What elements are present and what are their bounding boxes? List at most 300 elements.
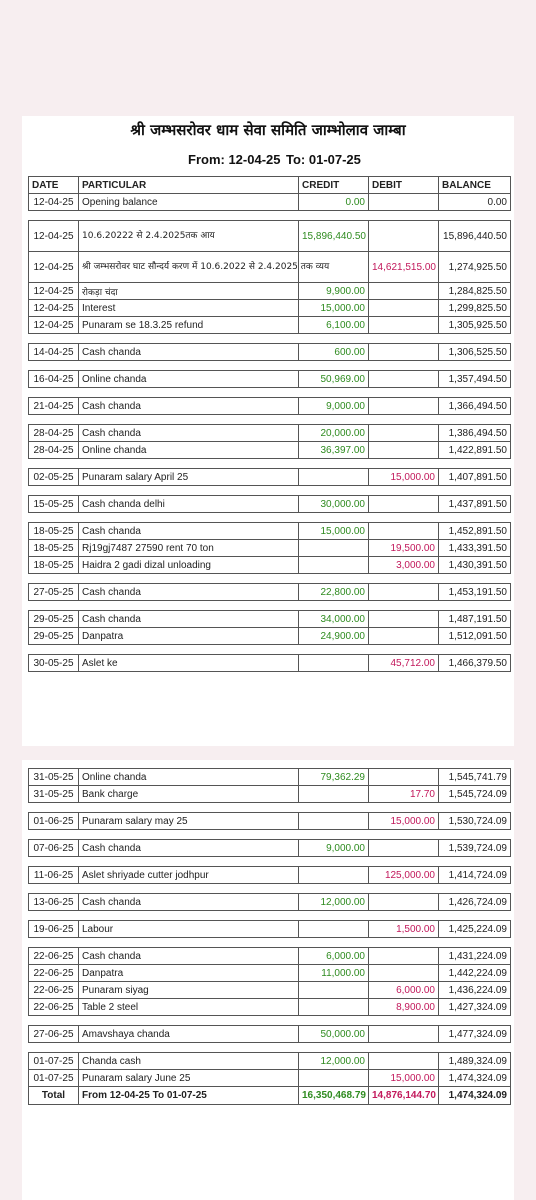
particular-cell: Danpatra — [79, 628, 299, 645]
date-cell: 28-04-25 — [29, 442, 79, 459]
credit-cell: 9,000.00 — [299, 398, 369, 415]
spacer-cell — [299, 830, 369, 840]
balance-cell: 1,305,925.50 — [439, 317, 511, 334]
balance-cell: 1,425,224.09 — [439, 921, 511, 938]
spacer-cell — [439, 388, 511, 398]
credit-cell — [299, 540, 369, 557]
credit-cell: 600.00 — [299, 344, 369, 361]
date-cell: 18-05-25 — [29, 523, 79, 540]
date-cell: 13-06-25 — [29, 894, 79, 911]
row-spacer — [29, 459, 511, 469]
debit-cell: 1,500.00 — [369, 921, 439, 938]
particular-cell: Aslet shriyade cutter jodhpur — [79, 867, 299, 884]
row-spacer — [29, 1016, 511, 1026]
spacer-cell — [79, 211, 299, 221]
debit-cell: 45,712.00 — [369, 655, 439, 672]
spacer-cell — [79, 645, 299, 655]
balance-cell: 1,530,724.09 — [439, 813, 511, 830]
spacer-cell — [29, 361, 79, 371]
spacer-cell — [79, 884, 299, 894]
period-to: To: 01-07-25 — [286, 152, 361, 167]
debit-cell: 19,500.00 — [369, 540, 439, 557]
spacer-cell — [299, 884, 369, 894]
table-row — [29, 1026, 511, 1043]
balance-cell: 1,466,379.50 — [439, 655, 511, 672]
spacer-cell — [79, 857, 299, 867]
table-row — [29, 611, 511, 628]
credit-cell — [299, 786, 369, 803]
date-cell: 12-04-25 — [29, 317, 79, 334]
debit-cell — [369, 425, 439, 442]
particular-cell: Labour — [79, 921, 299, 938]
credit-cell: 15,000.00 — [299, 300, 369, 317]
table-row — [29, 786, 511, 803]
spacer-cell — [439, 830, 511, 840]
date-cell: 31-05-25 — [29, 786, 79, 803]
debit-cell — [369, 442, 439, 459]
spacer-cell — [369, 911, 439, 921]
spacer-cell — [299, 211, 369, 221]
row-spacer — [29, 415, 511, 425]
spacer-cell — [79, 361, 299, 371]
debit-cell — [369, 894, 439, 911]
spacer-cell — [369, 857, 439, 867]
particular-cell: Cash chanda — [79, 840, 299, 857]
credit-cell — [299, 982, 369, 999]
particular-cell: Cash chanda — [79, 523, 299, 540]
credit-cell: 20,000.00 — [299, 425, 369, 442]
balance-cell: 0.00 — [439, 194, 511, 211]
table-row — [29, 628, 511, 645]
table-row — [29, 769, 511, 786]
credit-cell — [299, 867, 369, 884]
particular-cell: Rj19gj7487 27590 rent 70 ton — [79, 540, 299, 557]
spacer-cell — [439, 361, 511, 371]
credit-cell — [299, 921, 369, 938]
debit-cell — [369, 317, 439, 334]
spacer-cell — [439, 803, 511, 813]
balance-cell: 1,306,525.50 — [439, 344, 511, 361]
date-cell: 12-04-25 — [29, 283, 79, 300]
spacer-cell — [79, 388, 299, 398]
debit-cell: 14,621,515.00 — [369, 252, 439, 283]
debit-cell — [369, 300, 439, 317]
spacer-cell — [439, 938, 511, 948]
row-spacer — [29, 857, 511, 867]
debit-cell: 125,000.00 — [369, 867, 439, 884]
spacer-cell — [299, 911, 369, 921]
particular-cell: Cash chanda — [79, 425, 299, 442]
credit-cell: 79,362.29 — [299, 769, 369, 786]
balance-cell: 1,512,091.50 — [439, 628, 511, 645]
balance-cell: 1,427,324.09 — [439, 999, 511, 1016]
date-cell: 29-05-25 — [29, 611, 79, 628]
spacer-cell — [29, 415, 79, 425]
spacer-cell — [79, 334, 299, 344]
spacer-cell — [29, 513, 79, 523]
spacer-cell — [369, 415, 439, 425]
credit-cell: 34,000.00 — [299, 611, 369, 628]
debit-cell: 3,000.00 — [369, 557, 439, 574]
table-row — [29, 344, 511, 361]
spacer-cell — [369, 361, 439, 371]
spacer-cell — [79, 513, 299, 523]
row-spacer — [29, 334, 511, 344]
spacer-cell — [369, 1043, 439, 1053]
debit-cell: 6,000.00 — [369, 982, 439, 999]
spacer-cell — [29, 857, 79, 867]
balance-cell: 1,386,494.50 — [439, 425, 511, 442]
table-row — [29, 948, 511, 965]
total-balance: 1,474,324.09 — [439, 1087, 511, 1105]
spacer-cell — [79, 601, 299, 611]
spacer-cell — [369, 211, 439, 221]
spacer-cell — [79, 830, 299, 840]
total-debit: 14,876,144.70 — [369, 1087, 439, 1105]
ledger-table-page-2 — [28, 768, 511, 1105]
spacer-cell — [79, 1043, 299, 1053]
ledger-body-page-2 — [29, 769, 511, 1087]
debit-cell: 8,900.00 — [369, 999, 439, 1016]
date-cell: 18-05-25 — [29, 557, 79, 574]
spacer-cell — [369, 645, 439, 655]
spacer-cell — [29, 645, 79, 655]
balance-cell: 1,422,891.50 — [439, 442, 511, 459]
spacer-cell — [29, 830, 79, 840]
table-row — [29, 867, 511, 884]
spacer-cell — [369, 388, 439, 398]
table-row — [29, 999, 511, 1016]
date-cell: 18-05-25 — [29, 540, 79, 557]
table-row — [29, 655, 511, 672]
credit-cell: 15,896,440.50 — [299, 221, 369, 252]
balance-cell: 1,274,925.50 — [439, 252, 511, 283]
table-row — [29, 840, 511, 857]
particular-cell: Online chanda — [79, 442, 299, 459]
spacer-cell — [369, 1016, 439, 1026]
total-credit: 16,350,468.79 — [299, 1087, 369, 1105]
date-cell: 21-04-25 — [29, 398, 79, 415]
table-row — [29, 469, 511, 486]
balance-cell: 1,539,724.09 — [439, 840, 511, 857]
table-row — [29, 894, 511, 911]
debit-cell — [369, 398, 439, 415]
organization-title: श्री जम्भसरोवर धाम सेवा समिति जाम्भोलाव जाम्बा — [130, 121, 406, 139]
date-cell: 29-05-25 — [29, 628, 79, 645]
ledger-page-1 — [22, 116, 514, 746]
balance-cell: 1,366,494.50 — [439, 398, 511, 415]
spacer-cell — [299, 574, 369, 584]
particular-cell: 10.6.20222 से 2.4.2025तक आय — [79, 221, 299, 252]
ledger-page-2 — [22, 760, 514, 1200]
spacer-cell — [439, 459, 511, 469]
particular-cell: Punaram salary may 25 — [79, 813, 299, 830]
spacer-cell — [299, 857, 369, 867]
spacer-cell — [299, 459, 369, 469]
spacer-cell — [369, 830, 439, 840]
spacer-cell — [299, 1043, 369, 1053]
spacer-cell — [299, 601, 369, 611]
spacer-cell — [79, 1016, 299, 1026]
debit-cell — [369, 584, 439, 601]
spacer-cell — [369, 601, 439, 611]
column-header-particular: PARTICULAR — [79, 177, 299, 194]
credit-cell: 9,000.00 — [299, 840, 369, 857]
spacer-cell — [369, 486, 439, 496]
date-cell: 12-04-25 — [29, 252, 79, 283]
total-row — [29, 1087, 511, 1105]
spacer-cell — [439, 574, 511, 584]
particular-cell: Online chanda — [79, 371, 299, 388]
spacer-cell — [29, 1043, 79, 1053]
debit-cell — [369, 611, 439, 628]
spacer-cell — [29, 574, 79, 584]
debit-cell — [369, 344, 439, 361]
spacer-cell — [299, 938, 369, 948]
credit-cell: 22,800.00 — [299, 584, 369, 601]
row-spacer — [29, 830, 511, 840]
table-row — [29, 425, 511, 442]
debit-cell — [369, 769, 439, 786]
row-spacer — [29, 911, 511, 921]
debit-cell — [369, 628, 439, 645]
debit-cell — [369, 1026, 439, 1043]
debit-cell: 17.70 — [369, 786, 439, 803]
spacer-cell — [369, 938, 439, 948]
column-header-credit: CREDIT — [299, 177, 369, 194]
credit-cell: 12,000.00 — [299, 894, 369, 911]
row-spacer — [29, 361, 511, 371]
date-cell: 22-06-25 — [29, 999, 79, 1016]
spacer-cell — [369, 803, 439, 813]
particular-cell: Punaram siyag — [79, 982, 299, 999]
credit-cell: 15,000.00 — [299, 523, 369, 540]
date-cell: 01-07-25 — [29, 1070, 79, 1087]
credit-cell — [299, 1070, 369, 1087]
credit-cell: 6,000.00 — [299, 948, 369, 965]
balance-cell: 1,452,891.50 — [439, 523, 511, 540]
row-spacer — [29, 884, 511, 894]
column-header-date: DATE — [29, 177, 79, 194]
spacer-cell — [369, 334, 439, 344]
spacer-cell — [299, 415, 369, 425]
spacer-cell — [299, 388, 369, 398]
particular-cell: Cash chanda — [79, 894, 299, 911]
spacer-cell — [79, 459, 299, 469]
table-row — [29, 283, 511, 300]
particular-cell: Chanda cash — [79, 1053, 299, 1070]
balance-cell: 1,545,741.79 — [439, 769, 511, 786]
table-row — [29, 1070, 511, 1087]
spacer-cell — [439, 645, 511, 655]
credit-cell — [299, 999, 369, 1016]
credit-cell: 0.00 — [299, 194, 369, 211]
spacer-cell — [79, 415, 299, 425]
debit-cell — [369, 523, 439, 540]
table-row — [29, 557, 511, 574]
credit-cell: 50,969.00 — [299, 371, 369, 388]
spacer-cell — [29, 486, 79, 496]
debit-cell — [369, 371, 439, 388]
spacer-cell — [299, 334, 369, 344]
credit-cell: 9,900.00 — [299, 283, 369, 300]
table-row — [29, 921, 511, 938]
date-cell: 07-06-25 — [29, 840, 79, 857]
spacer-cell — [439, 857, 511, 867]
total-label: Total — [29, 1087, 79, 1105]
spacer-cell — [439, 601, 511, 611]
credit-cell: 30,000.00 — [299, 496, 369, 513]
date-cell: 01-07-25 — [29, 1053, 79, 1070]
table-header-row — [29, 177, 511, 194]
spacer-cell — [79, 938, 299, 948]
debit-cell — [369, 221, 439, 252]
row-spacer — [29, 574, 511, 584]
table-row — [29, 540, 511, 557]
particular-cell: Punaram salary April 25 — [79, 469, 299, 486]
debit-cell — [369, 496, 439, 513]
spacer-cell — [439, 1043, 511, 1053]
balance-cell: 1,357,494.50 — [439, 371, 511, 388]
spacer-cell — [439, 415, 511, 425]
date-cell: 27-05-25 — [29, 584, 79, 601]
table-row — [29, 1053, 511, 1070]
debit-cell: 15,000.00 — [369, 813, 439, 830]
table-row — [29, 398, 511, 415]
spacer-cell — [369, 513, 439, 523]
date-cell: 12-04-25 — [29, 221, 79, 252]
particular-cell: Punaram salary June 25 — [79, 1070, 299, 1087]
debit-cell: 15,000.00 — [369, 469, 439, 486]
spacer-cell — [79, 574, 299, 584]
spacer-cell — [29, 911, 79, 921]
row-spacer — [29, 486, 511, 496]
table-row — [29, 300, 511, 317]
table-row — [29, 982, 511, 999]
particular-cell: Punaram se 18.3.25 refund — [79, 317, 299, 334]
ledger-table-page-1 — [28, 176, 511, 672]
particular-cell: Cash chanda — [79, 584, 299, 601]
ledger-body-page-1 — [29, 194, 511, 672]
spacer-cell — [369, 884, 439, 894]
date-cell: 31-05-25 — [29, 769, 79, 786]
total-period: From 12-04-25 To 01-07-25 — [79, 1087, 299, 1105]
spacer-cell — [79, 911, 299, 921]
particular-cell: श्री जम्भसरोवर घाट सौन्दर्य करण में 10.6.2022 से 2.4.2025 तक व्यय — [79, 252, 299, 283]
debit-cell — [369, 948, 439, 965]
particular-cell: Bank charge — [79, 786, 299, 803]
credit-cell: 11,000.00 — [299, 965, 369, 982]
credit-cell — [299, 557, 369, 574]
debit-cell — [369, 840, 439, 857]
balance-cell: 1,284,825.50 — [439, 283, 511, 300]
particular-cell: Cash chanda — [79, 344, 299, 361]
particular-cell: Danpatra — [79, 965, 299, 982]
table-row — [29, 252, 511, 283]
spacer-cell — [439, 911, 511, 921]
period-from: From: 12-04-25 — [188, 152, 281, 167]
spacer-cell — [79, 486, 299, 496]
balance-cell: 1,407,891.50 — [439, 469, 511, 486]
credit-cell: 24,900.00 — [299, 628, 369, 645]
date-cell: 11-06-25 — [29, 867, 79, 884]
spacer-cell — [369, 459, 439, 469]
balance-cell: 1,431,224.09 — [439, 948, 511, 965]
spacer-cell — [29, 1016, 79, 1026]
row-spacer — [29, 211, 511, 221]
credit-cell: 12,000.00 — [299, 1053, 369, 1070]
balance-cell: 1,426,724.09 — [439, 894, 511, 911]
debit-cell — [369, 283, 439, 300]
spacer-cell — [29, 334, 79, 344]
date-cell: 30-05-25 — [29, 655, 79, 672]
date-cell: 01-06-25 — [29, 813, 79, 830]
balance-cell: 1,487,191.50 — [439, 611, 511, 628]
particular-cell: Interest — [79, 300, 299, 317]
credit-cell — [299, 469, 369, 486]
row-spacer — [29, 803, 511, 813]
spacer-cell — [299, 361, 369, 371]
debit-cell — [369, 1053, 439, 1070]
particular-cell: Cash chanda — [79, 398, 299, 415]
row-spacer — [29, 513, 511, 523]
debit-cell: 15,000.00 — [369, 1070, 439, 1087]
balance-cell: 1,442,224.09 — [439, 965, 511, 982]
spacer-cell — [29, 388, 79, 398]
spacer-cell — [299, 645, 369, 655]
spacer-cell — [439, 486, 511, 496]
spacer-cell — [439, 1016, 511, 1026]
table-row — [29, 965, 511, 982]
particular-cell: Haidra 2 gadi dizal unloading — [79, 557, 299, 574]
date-cell: 22-06-25 — [29, 948, 79, 965]
column-header-balance: BALANCE — [439, 177, 511, 194]
balance-cell: 1,489,324.09 — [439, 1053, 511, 1070]
spacer-cell — [29, 211, 79, 221]
date-cell: 12-04-25 — [29, 300, 79, 317]
row-spacer — [29, 388, 511, 398]
spacer-cell — [29, 803, 79, 813]
spacer-cell — [299, 513, 369, 523]
particular-cell: Opening balance — [79, 194, 299, 211]
date-cell: 19-06-25 — [29, 921, 79, 938]
table-row — [29, 194, 511, 211]
particular-cell: रोकड़ा चंदा — [79, 283, 299, 300]
balance-cell: 1,433,391.50 — [439, 540, 511, 557]
balance-cell: 1,414,724.09 — [439, 867, 511, 884]
spacer-cell — [29, 459, 79, 469]
table-row — [29, 496, 511, 513]
credit-cell: 6,100.00 — [299, 317, 369, 334]
particular-cell: Online chanda — [79, 769, 299, 786]
spacer-cell — [79, 803, 299, 813]
date-cell: 16-04-25 — [29, 371, 79, 388]
table-row — [29, 813, 511, 830]
spacer-cell — [299, 803, 369, 813]
column-header-debit: DEBIT — [369, 177, 439, 194]
credit-cell — [299, 655, 369, 672]
particular-cell: Table 2 steel — [79, 999, 299, 1016]
credit-cell — [299, 813, 369, 830]
particular-cell: Amavshaya chanda — [79, 1026, 299, 1043]
date-cell: 14-04-25 — [29, 344, 79, 361]
balance-cell: 1,477,324.09 — [439, 1026, 511, 1043]
spacer-cell — [29, 884, 79, 894]
spacer-cell — [439, 884, 511, 894]
particular-cell: Aslet ke — [79, 655, 299, 672]
spacer-cell — [299, 1016, 369, 1026]
credit-cell: 36,397.00 — [299, 442, 369, 459]
